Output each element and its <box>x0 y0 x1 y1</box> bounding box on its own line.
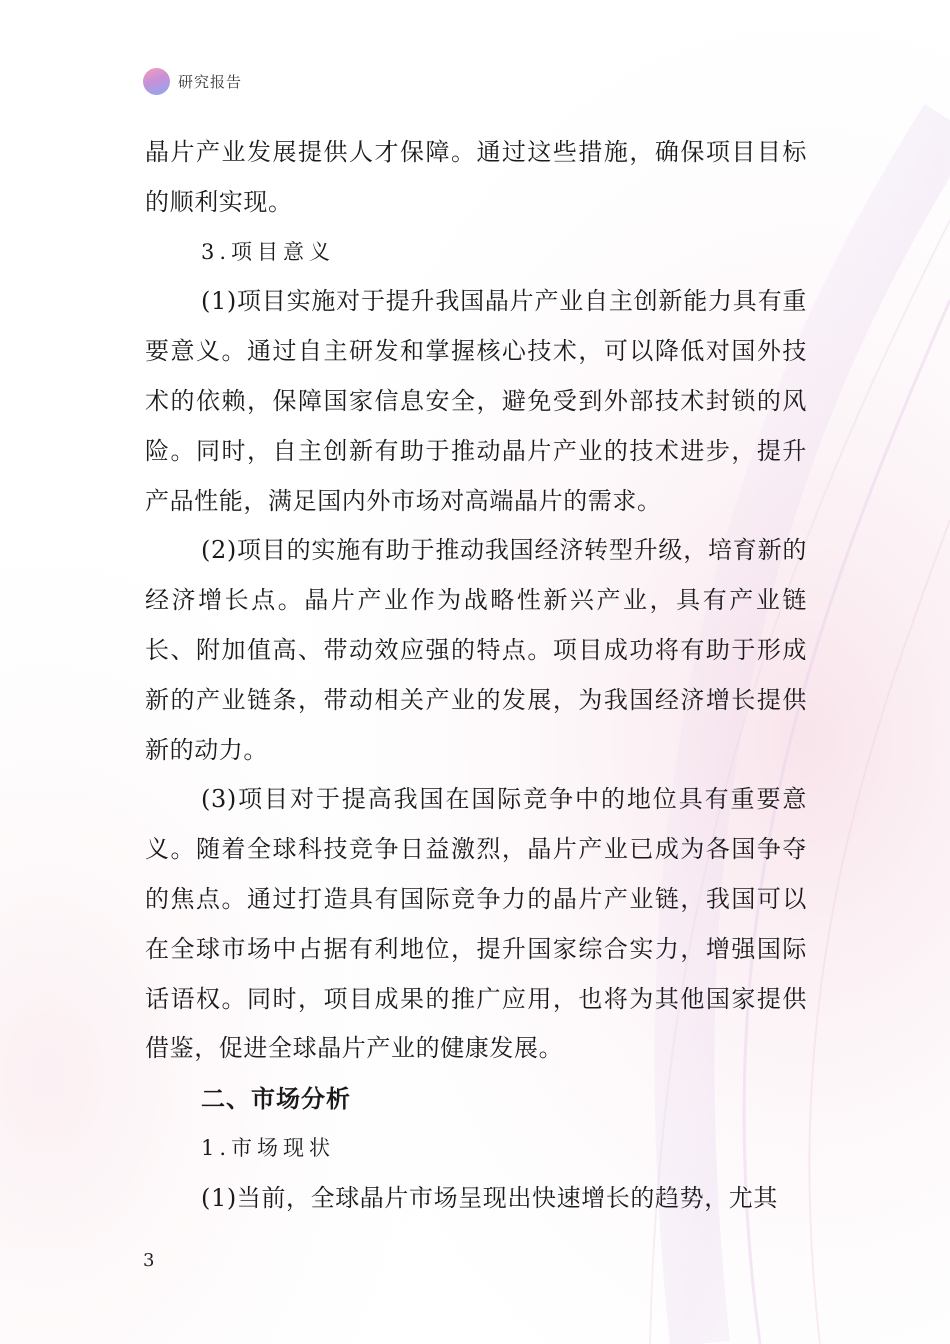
section-heading-market-analysis: 二、市场分析 <box>201 1084 351 1114</box>
paragraph-market-status-1: (1)当前，全球晶片市场呈现出快速增长的趋势，尤其 <box>201 1183 778 1212</box>
logo-icon <box>143 68 170 95</box>
paragraph-significance-1: (1)项目实施对于提升我国晶片产业自主创新能力具有重要意义。通过自主研发和掌握核心技术，可以降低对国外技术的依赖，保障国家信息安全，避免受到外部技术封锁的风险。同时，自主创新有助于推动晶片产业的技术进步，提升产品性能，满足国内外市场对高端晶片的需求。 <box>145 287 807 515</box>
page-header <box>143 66 242 96</box>
subheading-market-status: 1.市场现状 <box>201 1135 336 1160</box>
paragraph-significance-3: (3)项目对于提高我国在国际竞争中的地位具有重要意义。随着全球科技竞争日益激烈，晶片产业已成为各国争夺的焦点。通过打造具有国际竞争力的晶片产业链，我国可以在全球市场中占据有利地位，提升国家综合实力，增强国际话语权。同时，项目成果的推广应用，也将为其他国家提供借鉴，促进全球晶片产业的健康发展。 <box>145 785 807 1063</box>
paragraph-significance-2: (2)项目的实施有助于推动我国经济转型升级，培育新的经济增长点。晶片产业作为战略性新兴产业，具有产业链长、附加值高、带动效应强的特点。项目成功将有助于形成新的产业链条，带动相关产业的发展，为我国经济增长提供新的动力。 <box>145 536 807 764</box>
continuation-paragraph: 晶片产业发展提供人才保障。通过这些措施，确保项目目标的顺利实现。 <box>145 138 807 216</box>
header-title: 研究报告 <box>178 72 243 91</box>
subheading-project-significance: 3.项目意义 <box>201 239 336 264</box>
document-body <box>145 128 807 1224</box>
page-number: 3 <box>143 1250 155 1271</box>
